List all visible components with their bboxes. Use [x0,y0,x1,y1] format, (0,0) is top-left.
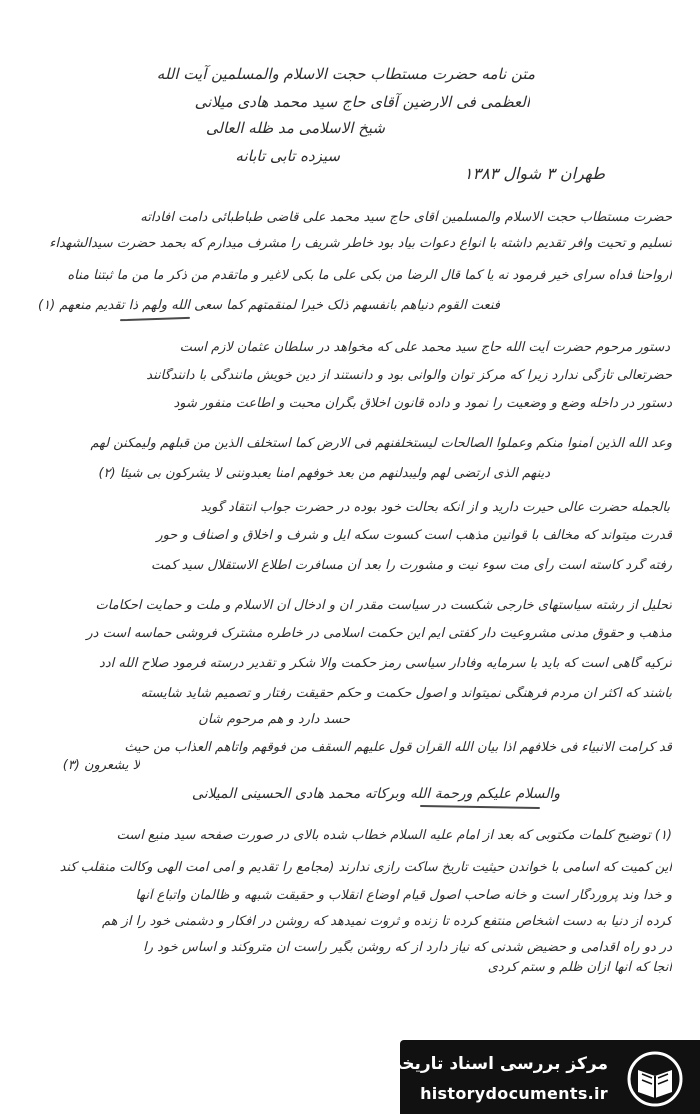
body-line: ارواحنا فداه سرای خیر فرمود نه یا کما قال الرضا من بکی علی ما بکی لاغیر و ماتقدم من ذکر ما من ما ثبتنا مناه [67,268,672,283]
body-line: بالجمله حضرت عالی حیرت دارید و از آنکه بحالت خود بوده در حضرت جواب انتقاد گوید [200,500,670,515]
body-line: تحلیل از رشته سیاستهای خارجی شکست در سیاست مقدر ان و ادخال آن الاسلام و ملت و حمایت احکامات [95,598,672,613]
body-line: حسد دارد و هم مرحوم شان [198,712,350,727]
footnote-line: و خدا وند پروردگار است و خانه صاحب اصول قیام اوضاع انقلاب و حقیقت شبهه و ظالمان واتباع آنها [135,888,672,903]
letter-signature: والسلام علیکم ورحمة الله وبرکاته محمد هادی الحسینی المیلانی [191,786,560,802]
body-line: دستور در داخله وضع و وضعیت را نمود و داده قانون اخلاق بگران محبت و اطاعت منفور شود [173,396,672,411]
header-line-1: متن نامه حضرت مستطاب حجت الاسلام والمسلمین آیت الله [156,65,535,83]
book-logo-icon [624,1050,686,1108]
footnote-line: این کمیت که اسامی با خواندن حیثیت تاریخ ساکت رازی ندارند (مجامع را تقدیم و آمی امت الهی وکالت منقلب کند [59,860,672,875]
body-line: باشند که اکثر ان مردم فرهنگی نمیتواند و اصول حکمت و حکم حقیقت رفتار و تصمیم شاید شایسته [140,686,672,701]
body-line: وعد الله الذین آمنوا منکم وعملوا الصالحات لیستخلفنهم فی الارض کما استخلف الذین من قبلهم ولیمکنن لهم [90,436,672,451]
archive-watermark [385,1040,700,1114]
footnote-line: کرده از دنیا به دست اشخاص منتفع کرده تا زنده و ثروت نمیدهد که روشن در افکار و دشمنی خود را از هم [101,914,672,929]
body-line: مذهب و حقوق مدنی مشروعیت دار کفتی ایم این حکمت اسلامی در خاطره مشترک فروشی حماسه است در [86,626,672,641]
header-line-2: العظمی فی الارضین آقای حاج سید محمد هادی میلانی [194,93,530,111]
footnote-line: (۱) توضیح کلمات مکتوبی که بعد از امام علیه السلام خطاب شده بالای در صورت صفحه سید منیع است [116,828,672,843]
body-line: تسلیم و تحیت وافر تقدیم داشته با انواع دعوات بیاد بود خاطر شریف را مشرف میدارم که بحمد حضرت سیدالشهداء [49,236,672,251]
underline-stroke [120,317,190,321]
header-line-3: شیخ الاسلامی مد ظله العالی [205,119,385,137]
footnote-line: در دو راه اقدامی و حضیض شدنی که نیاز دارد از که روشن بگیر راست ان متروکند و اساس خود را [143,940,672,955]
watermark-url: historydocuments.ir [420,1084,608,1103]
body-line: حضرتعالی تازگی ندارد زیرا که مرکز توان والوانی بود و دانستند از دین خویش مانندگی با دانندگانند [146,368,672,383]
header-line-4: سیزده تابی تابانه [235,147,340,165]
footnote-line: آنجا که آنها ازان ظلم و ستم کردی [487,960,672,975]
body-line: دستور مرحوم حضرت آیت الله حاج سید محمد علی که مخواهد در سلطان عثمان لازم است [179,340,670,355]
body-line: لا یشعرون (۳) [62,758,140,773]
body-line: فنعت القوم دنیاهم بانفسهم ذلک خیرا لمنقمتهم کما سعی الله ولهم ذا تقدیم منعهم (۱) [38,298,500,313]
letter-date: طهران ۳ شوال ۱۳۸۳ [463,164,605,183]
body-line: ترکیه گاهی است که باید با سرمایه وفادار سیاسی رمز حکمت والا شکر و تقدیر درسته فرمود صلاح الله ادد [99,656,672,671]
underline-stroke [420,805,540,809]
body-line: دینهم الذی ارتضی لهم ولیبدلنهم من بعد خوفهم امنا یعبدوننی لا یشرکون بی شیئا (۲) [98,466,550,481]
watermark-title: مرکز بررسی اسناد تاریخی [385,1054,608,1074]
body-line: قدرت میتواند که مخالف با قوانین مذهب است کسوت سکه ایل و شرف و اخلاق و اصناف و حور [156,528,672,543]
body-line: رفته گرد کاسته است رأی مت سوء نیت و مشورت را بعد آن مسافرت اطلاع الاستقلال سید کمت [151,558,672,573]
body-line: قد کرامت الانبیاء فی خلافهم اذا بیان الله القرآن قول علیهم السقف من فوقهم واتاهم العذاب من حیث [124,740,672,755]
body-line: حضرت مستطاب حجت الاسلام والمسلمین آقای حاج سید محمد علی قاضی طباطبائی دامت افاداته [140,210,672,225]
